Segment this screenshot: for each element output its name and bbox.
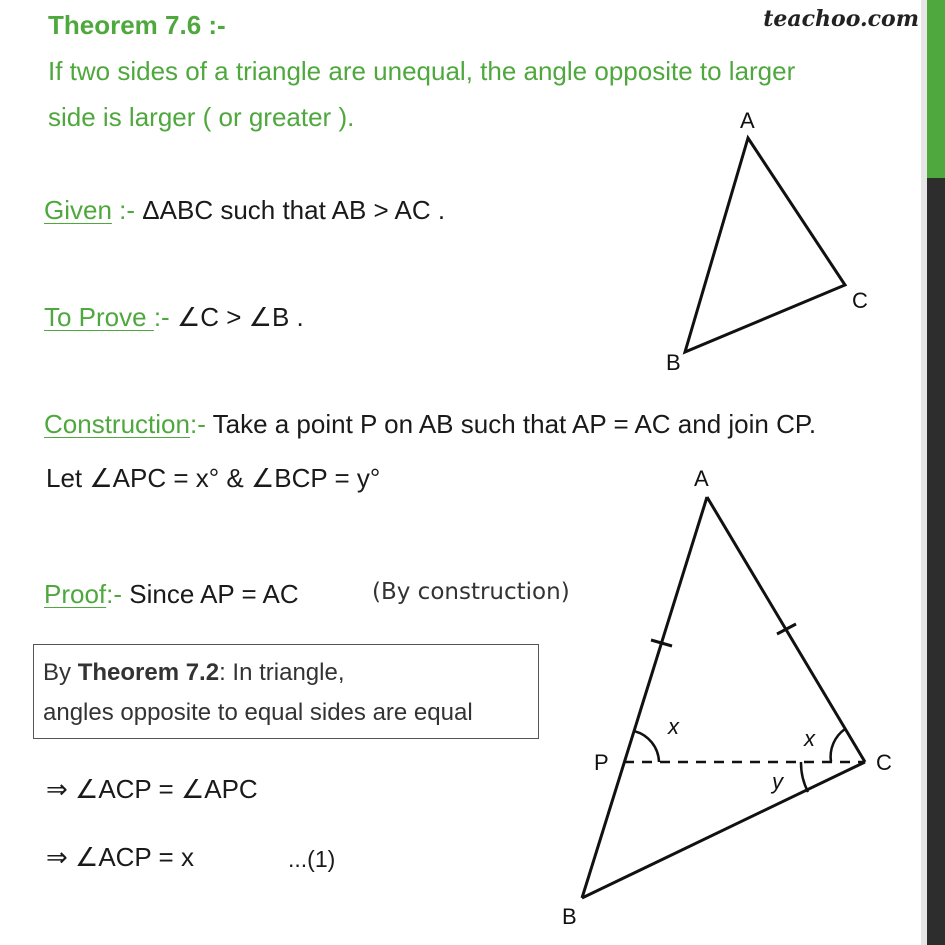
- triangle-figure-2: [562, 455, 910, 935]
- fig2-label-p: P: [594, 750, 609, 775]
- given-label: Given: [44, 195, 112, 225]
- proof-separator: :-: [106, 579, 130, 609]
- given-separator: :-: [111, 195, 143, 225]
- construction-text: Take a point P on AB such that AP = AC and join CP.: [212, 409, 817, 439]
- theorem-box-line1-rest: : In triangle,: [219, 659, 345, 686]
- proof-label: Proof: [44, 579, 107, 609]
- given-line: [44, 195, 445, 226]
- angle-arc-apc: [634, 731, 659, 762]
- angle-arc-acp: [831, 729, 845, 762]
- proof-line: [44, 579, 299, 610]
- construction-separator: :-: [189, 409, 213, 439]
- side-bc: [582, 762, 865, 898]
- scrollbar-thumb[interactable]: [927, 0, 945, 178]
- step-1: ⇒ ∠ACP = ∠APC: [46, 774, 258, 804]
- theorem-box-prefix: By: [43, 659, 78, 686]
- let-line: Let ∠APC = x° & ∠BCP = y°: [46, 463, 381, 493]
- proof-reason: (By construction): [372, 579, 570, 605]
- to-prove-text: ∠C > ∠B .: [176, 302, 304, 332]
- angle-label-y-at-c: y: [772, 769, 783, 794]
- fig1-label-c: C: [852, 288, 868, 313]
- side-ab: [582, 497, 707, 898]
- triangle-figure-1: [660, 105, 890, 380]
- fig1-label-a: A: [740, 108, 755, 133]
- step-2: ⇒ ∠ACP = x: [46, 842, 194, 872]
- brand-logo: teachoo.com: [763, 6, 919, 32]
- theorem-box-line2: angles opposite to equal sides are equal: [43, 699, 473, 726]
- theorem-statement-line1: If two sides of a triangle are unequal, the angle opposite to larger: [48, 56, 796, 86]
- theorem-statement-line2: side is larger ( or greater ).: [48, 102, 355, 132]
- proof-text: Since AP = AC: [129, 579, 299, 609]
- to-prove-line: [44, 302, 304, 333]
- theorem-reference-box: [33, 644, 539, 739]
- to-prove-label: To Prove: [44, 302, 154, 332]
- fig2-label-c: C: [876, 750, 892, 775]
- fig2-label-b: B: [562, 904, 577, 929]
- construction-label: Construction: [44, 409, 190, 439]
- theorem-box-line1: [43, 659, 344, 687]
- step-2-ref: ...(1): [288, 846, 336, 872]
- theorem-box-ref: Theorem 7.2: [77, 659, 220, 686]
- angle-label-x-at-p: x: [668, 714, 679, 739]
- fig2-label-a: A: [694, 466, 709, 491]
- angle-label-x-at-c: x: [804, 726, 815, 751]
- fig1-label-b: B: [666, 350, 681, 375]
- theorem-title: Theorem 7.6 :-: [48, 10, 226, 40]
- triangle-abc: [685, 138, 845, 352]
- angle-arc-bcp: [801, 762, 808, 792]
- given-text: ΔABC such that AB > AC .: [142, 195, 446, 225]
- to-prove-separator: :-: [153, 302, 177, 332]
- construction-line: [44, 409, 816, 440]
